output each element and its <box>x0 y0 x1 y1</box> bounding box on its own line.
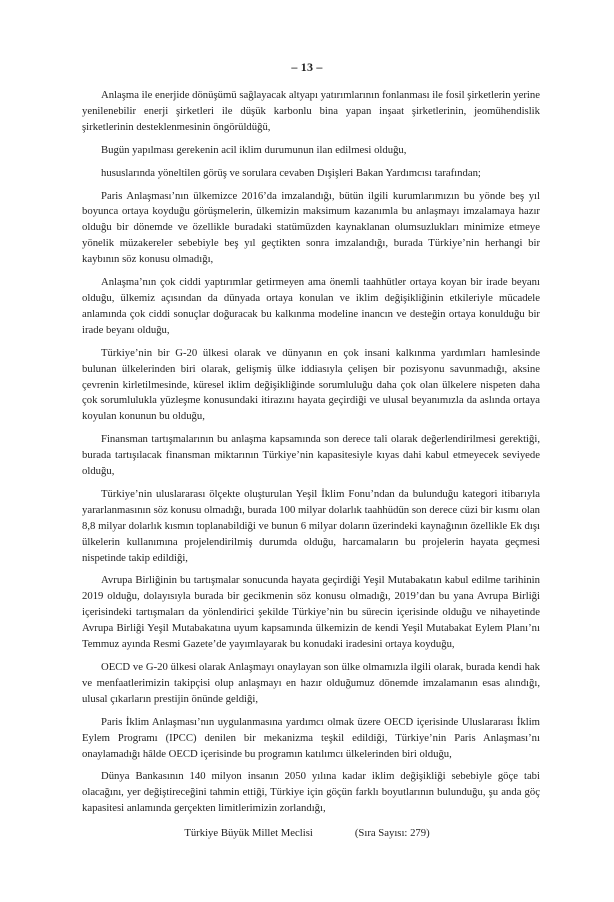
paragraph-8: Türkiye’nin uluslararası ölçekte oluşturulan Yeşil İklim Fonu’ndan da bulunduğu kategori itibarıyla yararlanmasının söz konusu olmadığı, burada 100 milyar dolarlık taahhüdün son derece cüzi bir kısmı olan 8,8 milyar dolarlık kısmın toplanabildiği ve bunun 6 milyar doların üzerindeki kaynağının özellikle Ek dışı ülkelerin kullanımına projelendirilmiş durumda olduğu, harcamaların bu projelerin hayata geçmesi nispetinde takip edildiği, <box>82 487 540 564</box>
page-number: – 13 – <box>291 60 323 74</box>
paragraph-1: Anlaşma ile enerjide dönüşümü sağlayacak altyapı yatırımlarının fonlanması ile fosil şirketlerin yerine yenilenebilir enerji şirketleri ile düşük karbonlu bina yapan inşaat şirketlerinin, jeomühendislik şirketlerinin desteklenmesinin öngörüldüğü, <box>82 89 540 133</box>
paragraph-11: Paris İklim Anlaşması’nın uygulanmasına yardımcı olmak üzere OECD içerisinde Uluslararası İklim Eylem Programı (IPCC) denilen bir mekanizma teşkil edildiği, Türkiye’nin Paris Anlaşması’nı onaylamadığı hâlde OECD içerisinde bu programın katılımcı ülkelerinden biri olduğu, <box>82 715 540 760</box>
body-text <box>82 88 540 824</box>
paragraph-12: Dünya Bankasının 140 milyon insanın 2050 yılına kadar iklim değişikliği sebebiyle göçe tabi olacağını, yer değiştireceğini tahmin ettiği, Türkiye için göçün farklı boyutlarının bulunduğu, şu anda göç kapasitesi anlamında gerçekten limitlerimizin zorlandığı, <box>82 770 540 815</box>
footer-sequence-number: (Sıra Sayısı: 279) <box>354 827 430 839</box>
paragraph-9: Avrupa Birliğinin bu tartışmalar sonucunda hayata geçirdiği Yeşil Mutabakatın kabul edilme tarihinin 2019 olduğu, dolayısıyla burada bir gecikmenin söz konusu olmadığı, 2019’dan bu yana Avrupa Birliği içerisindeki tartışmaları da yönlendirici şekilde Türkiye’nin bu sürecin içerisinde olduğu ve nihayetinde Avrupa Birliği Yeşil Mutabakatına uyum kapsamında ülkemizin de kendi Yeşil Mutabakat Eylem Planı’nı Temmuz ayında Resmi Gazete’de yayımlayarak bu konudaki iradesini ortaya koyduğu, <box>82 574 540 651</box>
paragraph-5: Anlaşma’nın çok ciddi yaptırımlar getirmeyen ama önemli taahhütler ortaya koyan bir irade beyanı olduğu, ülkemiz açısından da dünyada ortaya konulan ve iklim değişikliğinin etkileriyle mücadele anlamında çok ciddi sonuçlar doğuracak bu kalkınma modeline inancın ve desteğin ortaya konulduğu bir irade beyanı olduğu, <box>82 276 540 336</box>
paragraph-7: Finansman tartışmalarının bu anlaşma kapsamında son derece tali olarak değerlendirilmesi gerektiği, burada tartışılacak finansman miktarının Türkiye’nin kapasitesiyle kıyas dahi kabul etmeyecek seviyede olduğu, <box>82 433 540 478</box>
paragraph-3: hususlarında yöneltilen görüş ve sorulara cevaben Dışişleri Bakan Yardımcısı tarafından; <box>101 166 481 179</box>
page-footer <box>0 827 614 839</box>
paragraph-6: Türkiye’nin bir G-20 ülkesi olarak ve dünyanın en çok insani kalkınma yardımları hamlesinde bulunan ülkelerinden biri olarak, gelişmiş ülke iddiasıyla çelişen bir pozisyonu savunmadığı, aksine çevrenin kirletilmesinde, küresel iklim değişikliğinde sorumluluğu daha çok olan ülkelere nispeten daha çok sorumlulukla yüzleşme konusundaki itirazını hayata geçirdiği ve ulusal beyanımızla da aslında ortaya koyulan konunun bu olduğu, <box>82 346 540 423</box>
paragraph-4: Paris Anlaşması’nın ülkemizce 2016’da imzalandığı, bütün ilgili kurumlarımızın bu yönde beş yıl boyunca ortaya koyduğu görüşmelerin, ülkemizin maksimum kazanımla bu anlaşmayı imzalamaya hazır olduğu bir dönemde ve özellikle buradaki statümüzden kaynaklanan olumsuzlukları minimize etmeye yönelik müzakereler sebebiyle beş yıl geçtikten sonra imzalandığı, burada Türkiye’nin herhangi bir kaybının söz konusu olmadığı, <box>82 189 540 266</box>
paragraph-2: Bugün yapılması gerekenin acil iklim durumunun ilan edilmesi olduğu, <box>101 143 407 156</box>
paragraph-10: OECD ve G-20 ülkesi olarak Anlaşmayı onaylayan son ülke olmamızla ilgili olarak, burada kendi hak ve menfaatlerimizin takipçisi olup anlaşmayı en hazır olduğumuz dönemde imzalamanın esas alındığı, ulusal çıkarların prestijin önünde geldiği, <box>82 661 540 705</box>
footer-institution: Türkiye Büyük Millet Meclisi <box>184 827 313 839</box>
